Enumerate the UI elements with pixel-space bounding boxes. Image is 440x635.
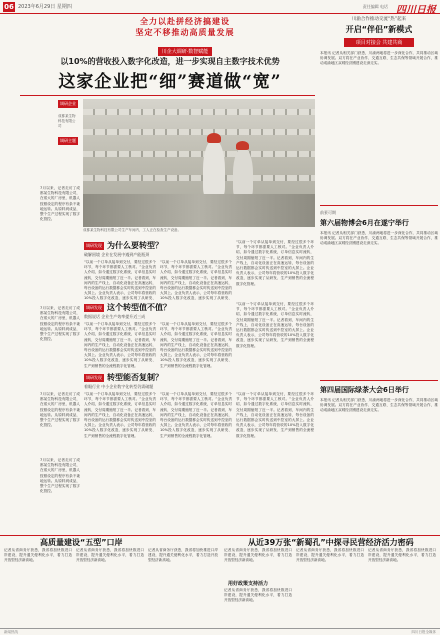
side-company-text: 成都某生物科技有限公司 — [58, 114, 76, 128]
banner-line1: 全力以赴拼经济搞建设 — [140, 17, 230, 26]
section-2-tag: 调研发现 — [86, 304, 102, 310]
factory-photo — [83, 99, 315, 227]
bottom-col-2: 记者从省商务厅获悉，我省将加快推进口岸建设，提升通关便利化水平，着力打造开放型经济新高地。 — [76, 548, 144, 563]
section-3-sub: 着眼行业 中小企业数字化转型仍需破题 — [84, 384, 154, 389]
bottom-col-6: 记者从省商务厅获悉，我省将加快推进口岸建设，提升通关便利化水平，着力打造开放型经济新高地。 — [296, 548, 364, 563]
side-tag-company: 调研企业 — [60, 101, 76, 106]
right-column — [320, 16, 438, 528]
newspaper-brand: 四川日报 — [396, 5, 436, 16]
side-info — [58, 100, 78, 190]
section-2-head — [84, 302, 171, 313]
side-tag-topic: 调研主题 — [60, 138, 76, 143]
right-kicker: 川渝合作推动交流“热”起来 — [351, 17, 407, 22]
section-2-sub: 数据说话 企业生产效率提升近三成 — [84, 314, 146, 319]
bottom-subhead: 用好政策支持活力 — [228, 581, 269, 587]
section-1-tag: 调研发现 — [86, 242, 102, 248]
body-col-3: “以前一个订单从接单到交付，要经过很多个环节，每个环节都需要人工核对。”企业负责人介绍，如今通过数字化系统，订单信息实时流转，交付周期缩短了近一半。记者看到，车间内的生产线上，自动化设备正在高速运转，每台设备的运行数据都会实时传送到中控室的大屏上。企业负责人表示，公司每年将营收的10%投入数字化改造，逐步实现了从研发、生产到销售的全流程数字化管理。 — [236, 240, 314, 286]
body-col-9: “以前一个订单从接单到交付，要经过很多个环节，每个环节都需要人工核对。”企业负责人介绍，如今通过数字化系统，订单信息实时流转，交付周期缩短了近一半。记者看到，车间内的生产线上，自动化设备正在高速运转，每台设备的运行数据都会实时传送到中控室的大屏上。企业负责人表示，公司每年将营收的10%投入数字化改造，逐步实现了从研发、生产到销售的全流程数字化管理。 — [236, 392, 314, 438]
section-3-question: 转型能否复制？ — [107, 373, 163, 382]
right-body-1: 本报讯 记者从相关部门获悉，川渝两地将进一步深化合作，共同推动区域协调发展。双方将在产业协作、交通互联、生态共保等领域开展合作，推动成渝地区双城经济圈建设走深走实。 — [320, 51, 438, 66]
right-divider-1 — [320, 205, 438, 206]
headline-rule — [20, 95, 315, 96]
intro-text: 7月以来，记者走访了成都某生物科技有限公司，在偌大的厂房里，机器人按照设定的程序有条不紊地运转。从原料到成品，整个生产过程实现了数字化管控。 — [40, 186, 80, 222]
bottom-headline-left: 高质量建设“五型”口岸 — [40, 538, 123, 547]
bottom-rule — [0, 535, 440, 536]
right-title-3: 第四届国际绿茶大会6日举行 — [320, 386, 409, 394]
section-1-question: 为什么要转型？ — [107, 241, 163, 250]
info-col-2: 7月以来，记者走访了成都某生物科技有限公司，在偌大的厂房里，机器人按照设定的程序有条不紊地运转。从原料到成品，整个生产过程实现了数字化管控。 — [40, 392, 80, 428]
section-1-sub: 破解困境 企业在发展中遇到产能瓶颈 — [84, 252, 150, 257]
bottom-col-3: 记者从省商务厅获悉，我省将加快推进口岸建设，提升通关便利化水平，着力打造开放型经济新高地。 — [148, 548, 218, 563]
section-3-tag: 调研发现 — [86, 374, 102, 380]
body-col-2: “以前一个订单从接单到交付，要经过很多个环节，每个环节都需要人工核对。”企业负责人介绍，如今通过数字化系统，订单信息实时流转，交付周期缩短了近一半。记者看到，车间内的生产线上，自动化设备正在高速运转，每台设备的运行数据都会实时传送到中控室的大屏上。企业负责人表示，公司每年将营收的10%投入数字化改造，逐步实现了从研发、 — [160, 260, 232, 300]
article-kicker: 以10%的营收投入数字化改造，进一步实现自主数字技术优势 — [60, 57, 280, 66]
footer-left: 新闻热线 — [4, 630, 18, 634]
bottom-headline-right: 从近39万张“新蜀孔”中探寻民营经济活力密码 — [248, 538, 414, 547]
info-col-3: 7月以来，记者走访了成都某生物科技有限公司，在偌大的厂房里，机器人按照设定的程序有条不紊地运转。从原料到成品，整个生产过程实现了数字化管控。 — [40, 458, 80, 494]
photo-caption: 成都某生物科技有限公司生产车间内，工人正在检查生产设备。 — [83, 228, 181, 232]
bottom-col-4: 记者从省商务厅获悉，我省将加快推进口岸建设，提升通关便利化水平，着力打造开放型经济新高地。 — [224, 548, 292, 563]
body-col-5: “以前一个订单从接单到交付，要经过很多个环节，每个环节都需要人工核对。”企业负责人介绍，如今通过数字化系统，订单信息实时流转，交付周期缩短了近一半。记者看到，车间内的生产线上，自动化设备正在高速运转，每台设备的运行数据都会实时传送到中控室的大屏上。企业负责人表示，公司每年将营收的10%投入数字化改造，逐步实现了从研发、生产到销售的全流程数字化管理。 — [160, 322, 232, 368]
banner-line3: 川企大调研·数智赋能 — [158, 47, 213, 56]
body-col-8: “以前一个订单从接单到交付，要经过很多个环节，每个环节都需要人工核对。”企业负责人介绍，如今通过数字化系统，订单信息实时流转，交付周期缩短了近一半。记者看到，车间内的生产线上，自动化设备正在高速运转，每台设备的运行数据都会实时传送到中控室的大屏上。企业负责人表示，公司每年将营收的10%投入数字化改造，逐步实现了从研发、生产到销售的全流程数字化管理。 — [160, 392, 232, 438]
section-2-question: 这个转型值不值？ — [107, 303, 171, 312]
right-small-head: 前景可期 — [320, 210, 336, 215]
body-col-7: “以前一个订单从接单到交付，要经过很多个环节，每个环节都需要人工核对。”企业负责人介绍，如今通过数字化系统，订单信息实时流转，交付周期缩短了近一半。记者看到，车间内的生产线上，自动化设备正在高速运转，每台设备的运行数据都会实时传送到中控室的大屏上。企业负责人表示，公司每年将营收的10%投入数字化改造，逐步实现了从研发、生产到销售的全流程数字化管理。 — [84, 392, 156, 438]
right-body-2: 本报讯 记者从相关部门获悉，川渝两地将进一步深化合作，共同推动区域协调发展。双方将在产业协作、交通互联、生态共保等领域开展合作，推动成渝地区双城经济圈建设走深走实。 — [320, 231, 438, 246]
bottom-col-5: 记者从省商务厅获悉，我省将加快推进口岸建设，提升通关便利化水平，着力打造开放型经济新高地。 — [224, 588, 292, 603]
body-col-1: “以前一个订单从接单到交付，要经过很多个环节，每个环节都需要人工核对。”企业负责人介绍，如今通过数字化系统，订单信息实时流转，交付周期缩短了近一半。记者看到，车间内的生产线上，自动化设备正在高速运转，每台设备的运行数据都会实时传送到中控室的大屏上。企业负责人表示，公司每年将营收的10%投入数字化改造，逐步实现了从研发、 — [84, 260, 156, 300]
footer-right: 四川日报全媒体 — [411, 630, 436, 634]
banner-line2: 坚定不移推动高质量发展 — [135, 28, 235, 37]
page-date: 2023年6月29日 星期四 — [18, 4, 72, 10]
article-headline: 这家企业把“细”赛道做“宽” — [58, 72, 282, 92]
bottom-col-1: 记者从省商务厅获悉，我省将加快推进口岸建设，提升通关便利化水平，着力打造开放型经济新高地。 — [4, 548, 72, 563]
body-col-4: “以前一个订单从接单到交付，要经过很多个环节，每个环节都需要人工核对。”企业负责人介绍，如今通过数字化系统，订单信息实时流转，交付周期缩短了近一半。记者看到，车间内的生产线上，自动化设备正在高速运转，每台设备的运行数据都会实时传送到中控室的大屏上。企业负责人表示，公司每年将营收的10%投入数字化改造，逐步实现了从研发、生产到销售的全流程数字化管理。 — [84, 322, 156, 368]
info-col: 7月以来，记者走访了成都某生物科技有限公司，在偌大的厂房里，机器人按照设定的程序有条不紊地运转。从原料到成品，整个生产过程实现了数字化管控。 — [40, 306, 80, 342]
bottom-col-7: 记者从省商务厅获悉，我省将加快推进口岸建设，提升通关便利化水平，着力打造开放型经济新高地。 — [368, 548, 436, 563]
right-divider-2 — [320, 380, 438, 381]
right-tag: 项目对接会 共建共商 — [344, 38, 414, 47]
body-col-6: “以前一个订单从接单到交付，要经过很多个环节，每个环节都需要人工核对。”企业负责人介绍，如今通过数字化系统，订单信息实时流转，交付周期缩短了近一半。记者看到，车间内的生产线上，自动化设备正在高速运转，每台设备的运行数据都会实时传送到中控室的大屏上。企业负责人表示，公司每年将营收的10%投入数字化改造，逐步实现了从研发、生产到销售的全流程数字化管理。 — [236, 302, 314, 348]
right-title-2: 第六届物博会6月在遂宁举行 — [320, 219, 409, 227]
campaign-banner — [110, 16, 260, 55]
masthead-meta: 责任编辑 电话 — [362, 4, 388, 9]
page-number: 06 — [4, 3, 14, 11]
section-3-head — [84, 372, 163, 383]
right-headline: 开启“伴侣”新模式 — [345, 25, 413, 34]
right-body-3: 本报讯 记者从相关部门获悉，川渝两地将进一步深化合作，共同推动区域协调发展。双方将在产业协作、交通互联、生态共保等领域开展合作，推动成渝地区双城经济圈建设走深走实。 — [320, 398, 438, 413]
footer — [0, 628, 440, 635]
masthead — [0, 0, 440, 14]
section-1-head — [84, 240, 163, 251]
